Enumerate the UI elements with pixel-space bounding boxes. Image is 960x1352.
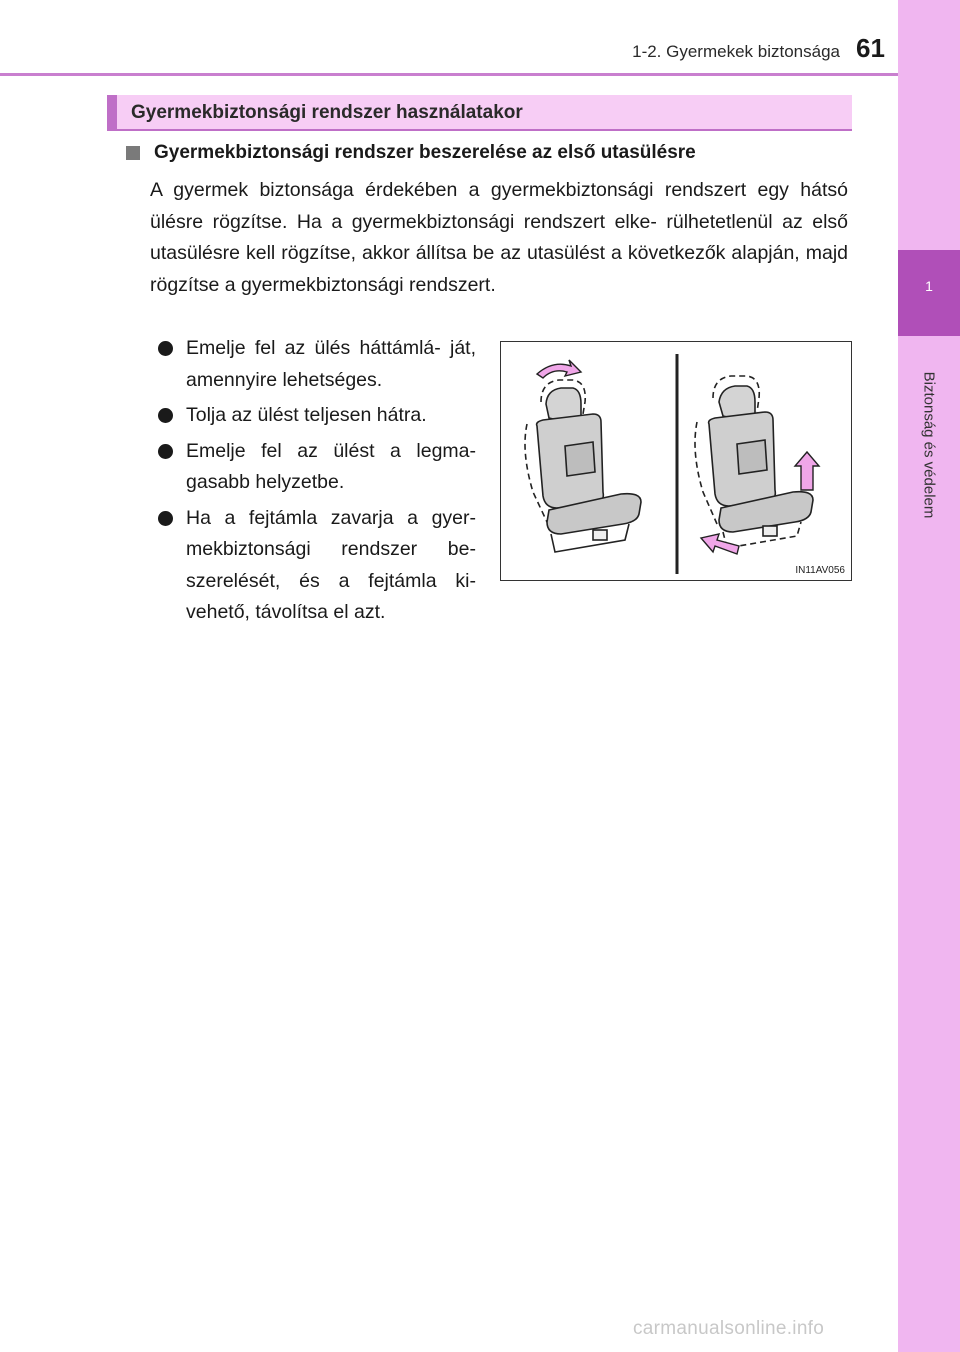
list-item: [158, 503, 476, 629]
body-paragraph: A gyermek biztonsága érdekében a gyermekbiztonsági rendszert egy hátsó ülésre rögzítse. Ha a gyermekbiztonsági rendszert elke- rülhetetlenül az első utasülésre kell rögzítse, akkor állítsa be az utasülést a következők alapján, majd rögzítse a gyermekbiztonsági rendszert.: [150, 179, 848, 296]
bullet-dot-icon: [158, 444, 173, 459]
bullet-dot-icon: [158, 408, 173, 423]
subheading-text: Gyermekbiztonsági rendszer beszerelése az első utasülésre: [154, 142, 696, 163]
bullet-dot-icon: [158, 341, 173, 356]
chapter-number: 1: [925, 278, 933, 294]
list-item: [158, 333, 476, 396]
running-header-section: 1-2. Gyermekek biztonsága: [632, 42, 840, 61]
list-item-text: Emelje fel az ülés háttámlá- ját, amennyire lehetséges.: [186, 337, 476, 391]
watermark: carmanualsonline.info: [633, 1318, 825, 1339]
section-title-bar: [107, 95, 852, 131]
figure-code: IN11AV056: [795, 565, 845, 576]
instruction-list: [158, 333, 476, 633]
section-title: Gyermekbiztonsági rendszer használatakor: [131, 102, 523, 123]
chapter-side-tab: [898, 0, 960, 1352]
subheading: [126, 142, 866, 164]
chapter-label: Biztonság és védelem: [920, 371, 938, 519]
seat-illustration: [501, 342, 851, 580]
list-item-text: Ha a fejtámla zavarja a gyer- mekbiztonsági rendszer be- szerelését, és a fejtámla ki- vehető, távolítsa el azt.: [186, 506, 476, 623]
square-bullet-icon: [126, 146, 140, 160]
bullet-dot-icon: [158, 511, 173, 526]
header-rule: [0, 73, 898, 76]
list-item: [158, 436, 476, 499]
seat-adjustment-figure: [500, 341, 852, 581]
list-item: [158, 400, 476, 432]
list-item-text: Emelje fel az ülést a legma- gasabb helyzetbe.: [186, 439, 476, 493]
list-item-text: Tolja az ülést teljesen hátra.: [186, 404, 427, 426]
page-number: 61: [856, 33, 885, 63]
